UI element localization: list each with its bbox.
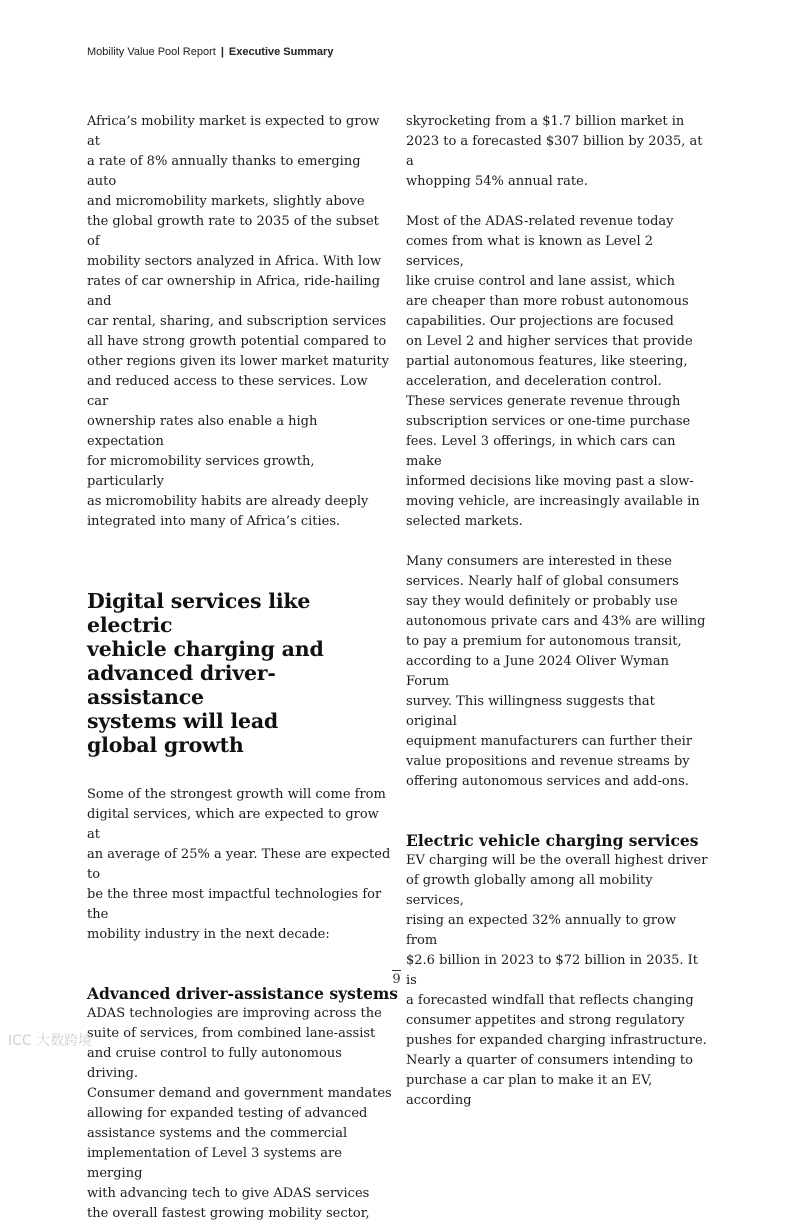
adas-growth-paragraph: skyrocketing from a $1.7 billion market in 2023 to a forecasted $307 billion by 2035, at a whopping 54% annual rate.	[406, 114, 703, 189]
page-number-value: 9	[392, 972, 401, 987]
level2-paragraph: Most of the ADAS-related revenue today comes from what is known as Level 2 services, like cruise control and lane assist, which are cheaper than more robust autonomous capabilities. Our projections are focused on Level 2 and higher services that provide partial autonomous features, like steering, acceleration, and deceleration control. These services generate revenue through subscription services or one-time purchase fees. Level 3 offerings, in which cars can make informed decisions like moving past a slow- moving vehicle, are increasingly available in selected markets.	[406, 214, 700, 529]
report-title: Mobility Value Pool Report	[87, 46, 216, 58]
left-column	[87, 112, 398, 1224]
right-column	[406, 112, 708, 1111]
ev-charging-paragraph: EV charging will be the overall highest driver of growth globally among all mobility services, rising an expected 32% annually to grow from $2.6 billion in 2023 to $72 billion in 2035. It is a forecasted windfall that reflects changing consumer appetites and strong regulatory pushes for expanded charging infrastructure. Nearly a quarter of consumers intending to purchase a car plan to make it an EV, according	[406, 853, 708, 1108]
digital-services-paragraph: Some of the strongest growth will come from digital services, which are expected to grow at an average of 25% a year. These are expected to be the three most impactful technologies for the mobility industry in the next decade:	[87, 787, 391, 942]
consumer-interest-paragraph: Many consumers are interested in these services. Nearly half of global consumers say they would definitely or probably use autonomous private cars and 43% are willing to pay a premium for autonomous transit, according to a June 2024 Oliver Wyman Forum survey. This willingness suggests that original equipment manufacturers can further their value propositions and revenue streams by offering autonomous services and add-ons.	[406, 554, 706, 789]
adas-paragraph: ADAS technologies are improving across the suite of services, from combined lane-assist and cruise control to fully autonomous driving. Consumer demand and government mandates allowing for expanded testing of advanced assistance systems and the commercial implementation of Level 3 systems are merging with advancing tech to give ADAS services the overall fastest growing mobility sector,	[87, 1006, 392, 1221]
header-separator: |	[220, 46, 224, 58]
adas-heading: Advanced driver-assistance systems	[87, 984, 398, 1003]
africa-paragraph: Africa’s mobility market is expected to grow at a rate of 8% annually thanks to emerging auto and micromobility markets, slightly above the global growth rate to 2035 of the subset of mobility sectors analyzed in Africa. With low rates of car ownership in Africa, ride-hailing and car rental, sharing, and subscription services all have strong growth potential compared to other regions given its lower market maturity and reduced access to these services. Low car ownership rates also enable a high expectation for micromobility services growth, particularly as micromobility habits are already deeply integrated into many of Africa’s cities.	[87, 114, 390, 529]
page-number	[0, 972, 793, 987]
watermark-logo: ICC 大数跨境	[8, 1033, 93, 1049]
section-heading: Digital services like electric vehicle charging and advanced driver-assistance systems will lead global growth	[87, 589, 324, 757]
running-header	[87, 46, 333, 58]
section-title: Executive Summary	[228, 46, 334, 58]
ev-charging-heading: Electric vehicle charging services	[406, 831, 699, 850]
